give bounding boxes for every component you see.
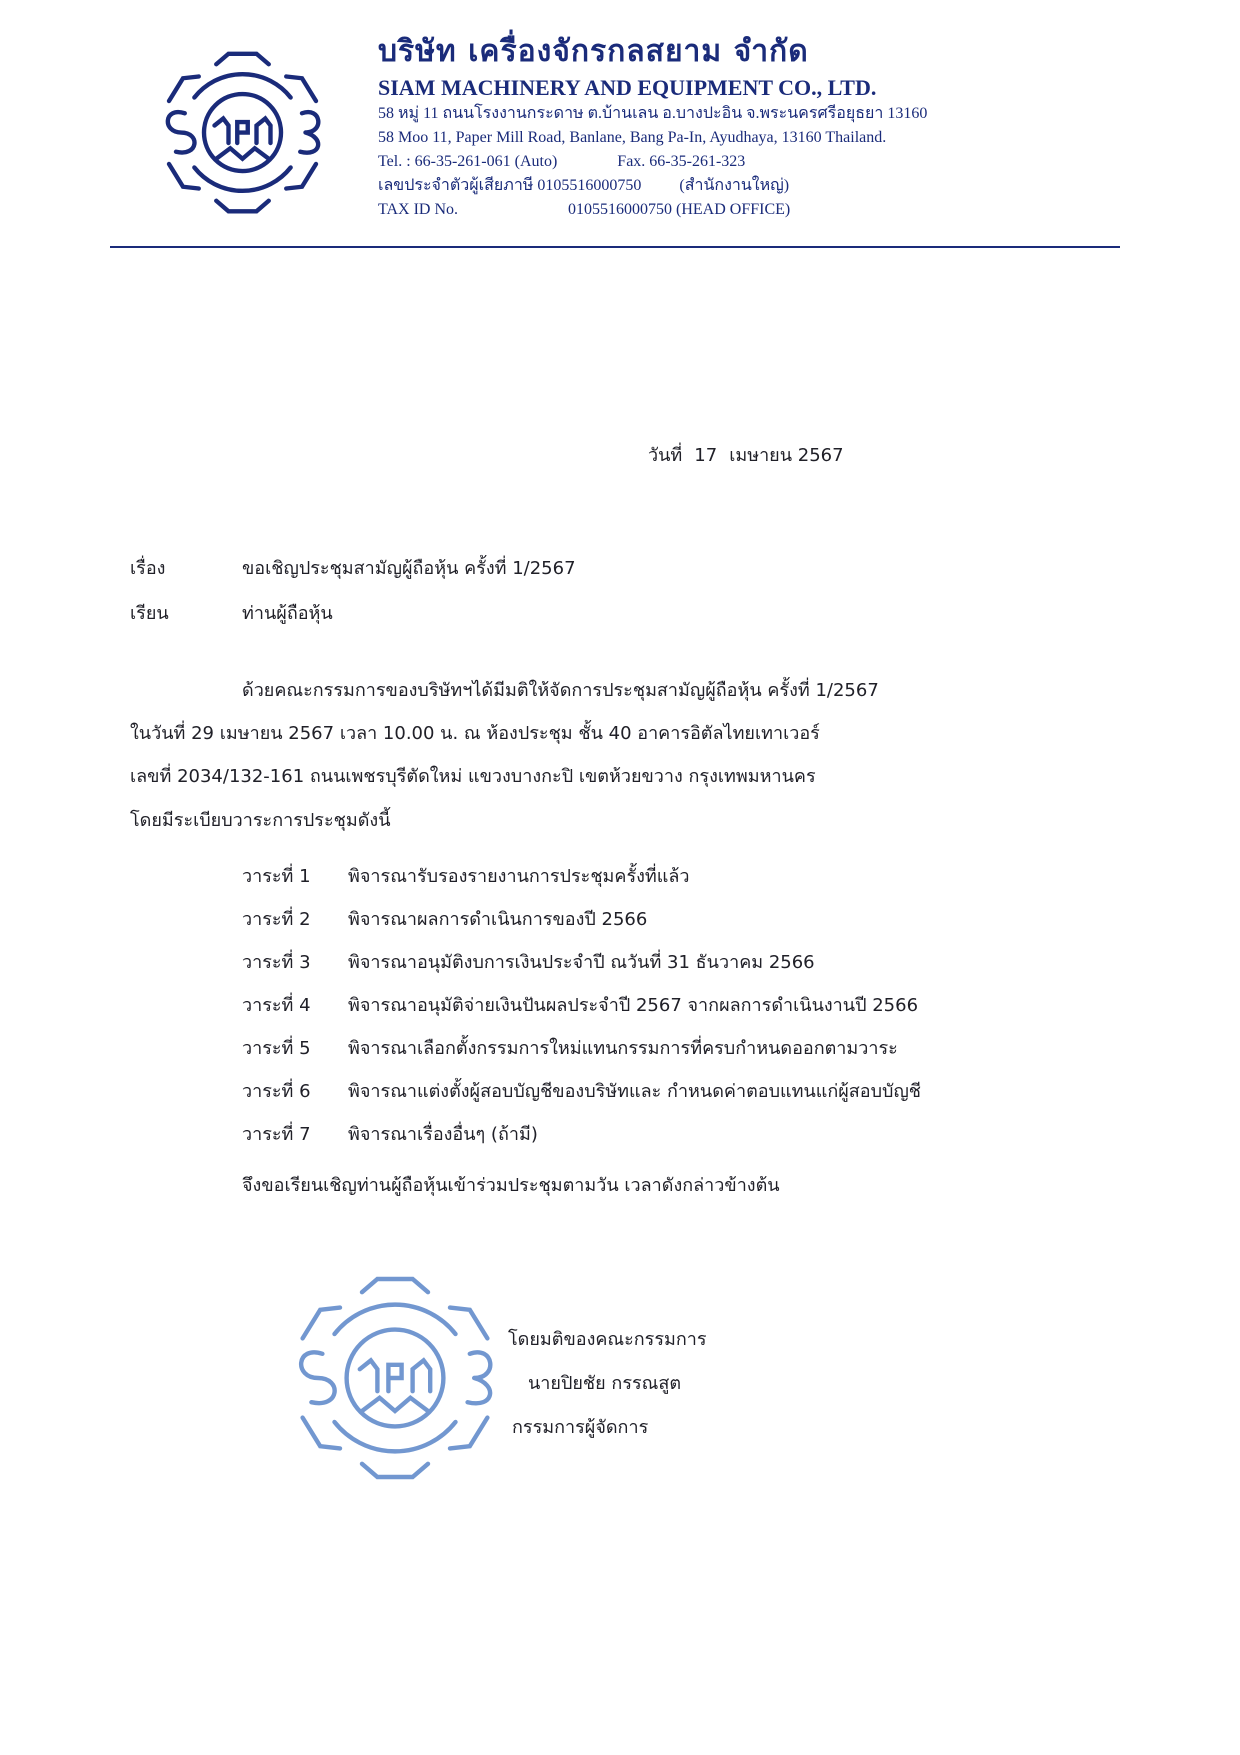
body-line-1: ด้วยคณะกรรมการของบริษัทฯได้มีมติให้จัดการประชุมสามัญผู้ถือหุ้น ครั้งที่ 1/2567 bbox=[242, 680, 879, 701]
recipient-text: ท่านผู้ถือหุ้น bbox=[242, 603, 333, 624]
date-month-year: เมษายน 2567 bbox=[729, 445, 844, 466]
agenda-item bbox=[242, 1070, 921, 1113]
agenda-text: พิจารณาเรื่องอื่นๆ (ถ้ามี) bbox=[348, 1124, 538, 1145]
recipient-label: เรียน bbox=[130, 603, 169, 624]
body-line-4: โดยมีระเบียบวาระการประชุมดังนี้ bbox=[130, 810, 391, 831]
tax-label-en: TAX ID No. bbox=[378, 201, 459, 218]
agenda-number: วาระที่ 5 bbox=[242, 1038, 311, 1059]
agenda-list bbox=[242, 855, 921, 1156]
agenda-item bbox=[242, 1027, 921, 1070]
tax-line-en bbox=[378, 198, 1158, 222]
office-th: (สำนักงานใหญ่) bbox=[679, 177, 790, 194]
tax-id-th: 0105516000750 bbox=[537, 177, 642, 194]
agenda-item bbox=[242, 898, 921, 941]
agenda-text: พิจารณาแต่งตั้งผู้สอบบัญชีของบริษัทและ กำหนดค่าตอบแทนแก่ผู้สอบบัญชี bbox=[348, 1081, 922, 1102]
date-day: 17 bbox=[694, 445, 718, 466]
company-name-th: บริษัท เครื่องจักรกลสยาม จำกัด bbox=[378, 34, 809, 69]
subject-row bbox=[130, 553, 576, 582]
date-label: วันที่ bbox=[648, 445, 683, 466]
signature-block bbox=[508, 1318, 707, 1450]
letterhead bbox=[378, 30, 1158, 222]
subject-label: เรื่อง bbox=[130, 558, 166, 579]
agenda-number: วาระที่ 7 bbox=[242, 1124, 311, 1145]
tax-id-en: 0105516000750 bbox=[568, 201, 672, 218]
agenda-item bbox=[242, 984, 921, 1027]
agenda-item bbox=[242, 855, 921, 898]
company-gear-logo bbox=[155, 45, 330, 220]
signatory-title: กรรมการผู้จัดการ bbox=[512, 1417, 649, 1438]
signatory-name: นายปิยชัย กรรณสูต bbox=[528, 1373, 682, 1394]
contact-line bbox=[378, 150, 1158, 174]
office-en: (HEAD OFFICE) bbox=[676, 201, 791, 218]
agenda-item bbox=[242, 1113, 921, 1156]
agenda-number: วาระที่ 3 bbox=[242, 952, 311, 973]
tax-line-th bbox=[378, 174, 1158, 198]
agenda-item bbox=[242, 941, 921, 984]
tax-label-th: เลขประจำตัวผู้เสียภาษี bbox=[378, 177, 534, 194]
agenda-number: วาระที่ 6 bbox=[242, 1081, 311, 1102]
fax: Fax. 66-35-261-323 bbox=[617, 153, 746, 170]
letterhead-divider bbox=[110, 246, 1120, 248]
agenda-text: พิจารณาอนุมัติงบการเงินประจำปี ณวันที่ 31 ธันวาคม 2566 bbox=[348, 952, 815, 973]
body-line-3: เลขที่ 2034/132-161 ถนนเพชรบุรีตัดใหม่ แขวงบางกะปิ เขตห้วยขวาง กรุงเทพมหานคร bbox=[130, 766, 816, 787]
company-seal-stamp bbox=[285, 1268, 505, 1488]
telephone: Tel. : 66-35-261-061 (Auto) bbox=[378, 153, 558, 170]
body-line-2: ในวันที่ 29 เมษายน 2567 เวลา 10.00 น. ณ ห้องประชุม ชั้น 40 อาคารอิตัลไทยเทาเวอร์ bbox=[130, 723, 820, 744]
agenda-number: วาระที่ 1 bbox=[242, 866, 311, 887]
address-en: 58 Moo 11, Paper Mill Road, Banlane, Bang Pa-In, Ayudhaya, 13160 Thailand. bbox=[378, 129, 887, 146]
agenda-number: วาระที่ 2 bbox=[242, 909, 311, 930]
agenda-number: วาระที่ 4 bbox=[242, 995, 311, 1016]
signature-line-1: โดยมติของคณะกรรมการ bbox=[508, 1329, 707, 1350]
agenda-text: พิจารณารับรองรายงานการประชุมครั้งที่แล้ว bbox=[348, 866, 690, 887]
closing-text: จึงขอเรียนเชิญท่านผู้ถือหุ้นเข้าร่วมประชุมตามวัน เวลาดังกล่าวข้างต้น bbox=[242, 1175, 780, 1196]
address-th: 58 หมู่ 11 ถนนโรงงานกระดาษ ต.บ้านเลน อ.บางปะอิน จ.พระนครศรีอยุธยา 13160 bbox=[378, 105, 928, 122]
agenda-text: พิจารณาเลือกตั้งกรรมการใหม่แทนกรรมการที่ครบกำหนดออกตามวาระ bbox=[348, 1038, 898, 1059]
letter-date bbox=[648, 440, 856, 469]
recipient-row bbox=[130, 598, 333, 627]
company-name-en: SIAM MACHINERY AND EQUIPMENT CO., LTD. bbox=[378, 75, 877, 100]
subject-text: ขอเชิญประชุมสามัญผู้ถือหุ้น ครั้งที่ 1/2567 bbox=[242, 558, 576, 579]
agenda-text: พิจารณาผลการดำเนินการของปี 2566 bbox=[348, 909, 648, 930]
agenda-text: พิจารณาอนุมัติจ่ายเงินปันผลประจำปี 2567 จากผลการดำเนินงานปี 2566 bbox=[348, 995, 919, 1016]
